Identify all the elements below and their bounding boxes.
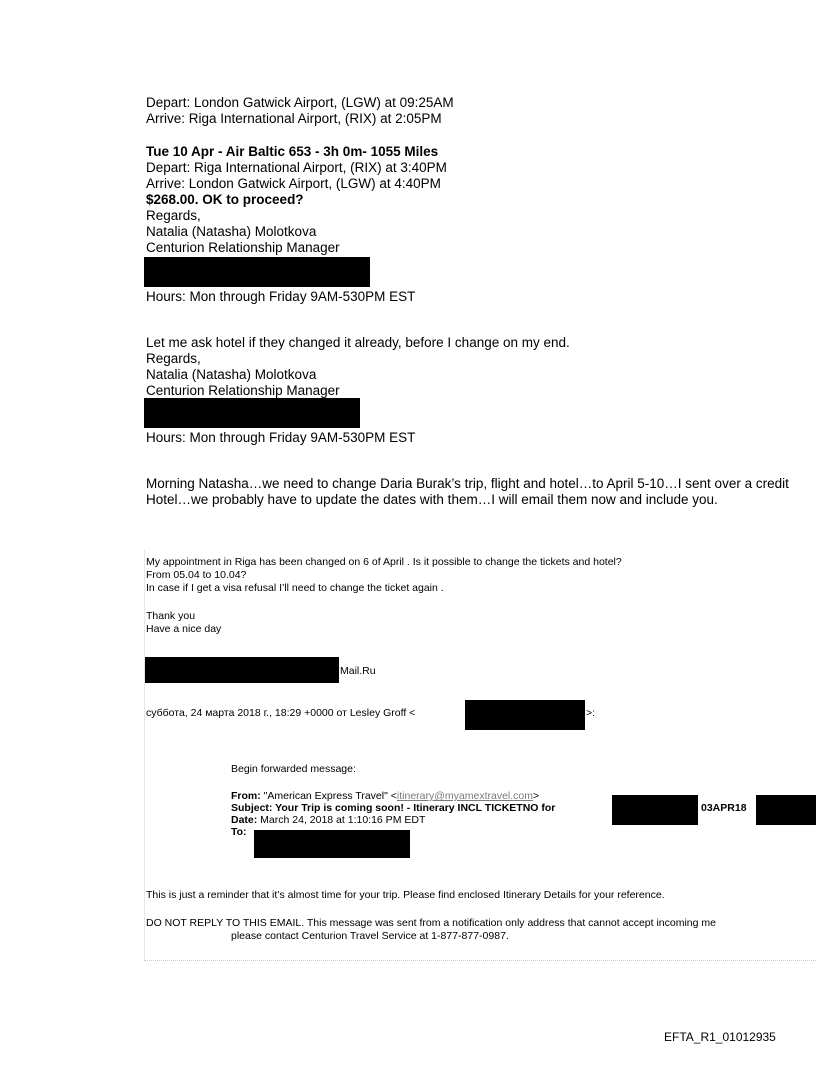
from-email-link[interactable]: itinerary@myamextravel.com bbox=[396, 790, 533, 802]
redaction-block bbox=[144, 657, 339, 683]
email-border-left bbox=[144, 550, 145, 960]
flight1-depart: Depart: London Gatwick Airport, (LGW) at 09:25AM bbox=[146, 95, 454, 110]
forwarded-date bbox=[231, 814, 425, 826]
flight1-arrive: Arrive: Riga International Airport, (RIX) at 2:05PM bbox=[146, 111, 442, 126]
redaction-block bbox=[756, 795, 816, 825]
sig1-title: Centurion Relationship Manager bbox=[146, 240, 340, 255]
quote-header-suffix: >: bbox=[586, 707, 596, 719]
subject-code: 03APR18 bbox=[701, 802, 747, 814]
date-label: Date: bbox=[231, 814, 258, 826]
sig2-regards: Regards, bbox=[146, 351, 201, 366]
reminder-text: This is just a reminder that it’s almost time for your trip. Please find enclosed Itinerary Details for your reference. bbox=[146, 889, 665, 901]
msg4-line3: In case if I get a visa refusal I’ll need to change the ticket again . bbox=[146, 582, 444, 594]
no-reply-line2: please contact Centurion Travel Service at 1-877-877-0987. bbox=[231, 930, 509, 942]
sig2-name: Natalia (Natasha) Molotkova bbox=[146, 367, 317, 382]
redaction-block bbox=[465, 700, 585, 730]
redaction-block bbox=[612, 795, 698, 825]
sig2-hours: Hours: Mon through Friday 9AM-530PM EST bbox=[146, 430, 416, 445]
sig2-title: Centurion Relationship Manager bbox=[146, 383, 340, 398]
from-label: From: bbox=[231, 790, 261, 802]
forwarded-intro: Begin forwarded message: bbox=[231, 763, 356, 775]
price-line: $268.00. OK to proceed? bbox=[146, 192, 304, 207]
forwarded-subject bbox=[231, 802, 555, 814]
sig1-name: Natalia (Natasha) Molotkova bbox=[146, 224, 317, 239]
msg3-line1: Morning Natasha…we need to change Daria Burak’s trip, flight and hotel…to April 5-10…I sent over a credit bbox=[146, 476, 789, 491]
document-id: EFTA_R1_01012935 bbox=[664, 1030, 776, 1044]
msg4-thanks: Thank you bbox=[146, 610, 196, 622]
from-value: "American Express Travel" < bbox=[260, 790, 397, 802]
msg3-line2: Hotel…we probably have to update the dates with them…I will email them now and include you. bbox=[146, 492, 718, 507]
date-value: March 24, 2018 at 1:10:16 PM EDT bbox=[257, 814, 426, 826]
from-end: > bbox=[533, 790, 540, 802]
email-border-bottom bbox=[144, 960, 816, 961]
msg4-line1: My appointment in Riga has been changed on 6 of April . Is it possible to change the tickets and hotel? bbox=[146, 556, 622, 568]
flight2-arrive: Arrive: London Gatwick Airport, (LGW) at 4:40PM bbox=[146, 176, 441, 191]
msg4-nice-day: Have a nice day bbox=[146, 623, 222, 635]
quote-header: суббота, 24 марта 2018 г., 18:29 +0000 от Lesley Groff < bbox=[146, 707, 416, 719]
msg4-line2: From 05.04 to 10.04? bbox=[146, 569, 247, 581]
forwarded-from bbox=[231, 790, 539, 802]
redaction-block bbox=[144, 257, 370, 287]
subject-label: Subject: bbox=[231, 802, 273, 814]
mail-ru-label: Mail.Ru bbox=[340, 665, 376, 677]
flight2-depart: Depart: Riga International Airport, (RIX) at 3:40PM bbox=[146, 160, 447, 175]
sig1-hours: Hours: Mon through Friday 9AM-530PM EST bbox=[146, 289, 416, 304]
msg2-text: Let me ask hotel if they changed it already, before I change on my end. bbox=[146, 335, 570, 350]
flight2-heading: Tue 10 Apr - Air Baltic 653 - 3h 0m- 1055 Miles bbox=[146, 144, 439, 159]
forwarded-to: To: bbox=[231, 826, 247, 838]
redaction-block bbox=[144, 398, 360, 428]
redaction-block bbox=[254, 830, 410, 858]
no-reply-line1: DO NOT REPLY TO THIS EMAIL. This message was sent from a notification only address that cannot accept incoming me bbox=[146, 917, 716, 929]
subject-value: Your Trip is coming soon! - Itinerary INCL TICKETNO for bbox=[272, 802, 556, 814]
sig1-regards: Regards, bbox=[146, 208, 201, 223]
